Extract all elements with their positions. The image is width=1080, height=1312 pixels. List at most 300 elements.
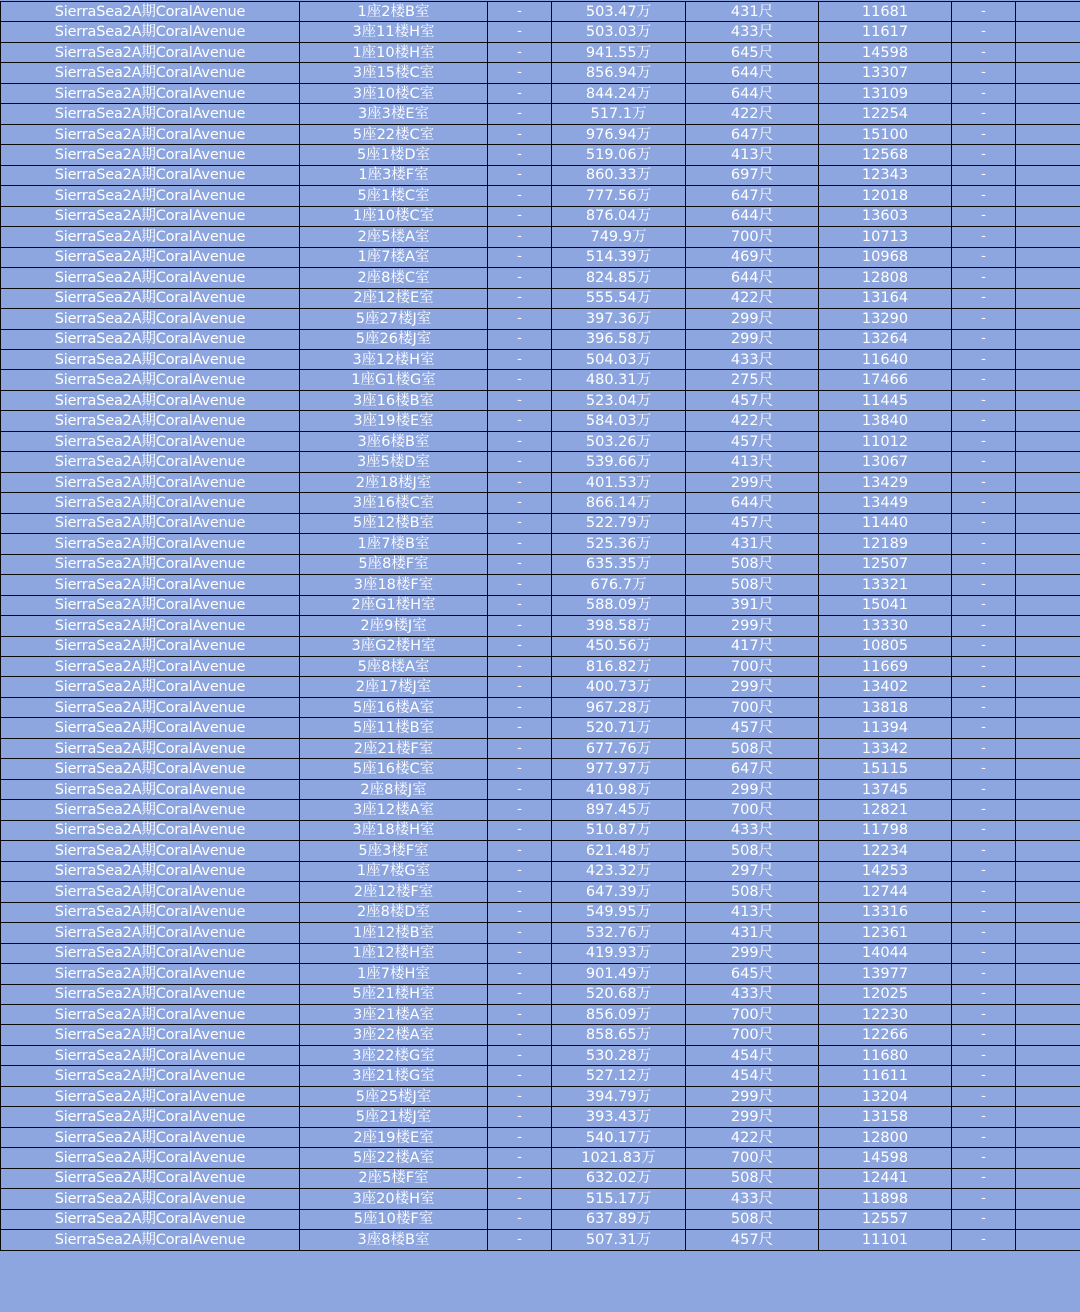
blank-cell [1016, 677, 1080, 697]
unit-price-cell: 11440 [819, 513, 952, 533]
estate-name-cell: SierraSea2A期CoralAvenue [1, 329, 300, 349]
price-cell: 635.35万 [552, 554, 686, 574]
empty-dash-cell: - [488, 493, 552, 513]
area-cell: 299尺 [686, 329, 819, 349]
price-cell: 517.1万 [552, 104, 686, 124]
empty-dash-cell: - [488, 186, 552, 206]
empty-dash-cell: - [488, 247, 552, 267]
empty-dash-cell-2: - [952, 513, 1016, 533]
area-cell: 299尺 [686, 1086, 819, 1106]
empty-dash-cell-2: - [952, 431, 1016, 451]
table-row [1, 472, 1080, 492]
empty-dash-cell-2: - [952, 882, 1016, 902]
blank-cell [1016, 1168, 1080, 1188]
price-cell: 860.33万 [552, 165, 686, 185]
area-cell: 508尺 [686, 841, 819, 861]
price-cell: 400.73万 [552, 677, 686, 697]
estate-name-cell: SierraSea2A期CoralAvenue [1, 513, 300, 533]
blank-cell [1016, 431, 1080, 451]
area-cell: 454尺 [686, 1066, 819, 1086]
estate-name-cell: SierraSea2A期CoralAvenue [1, 145, 300, 165]
empty-dash-cell-2: - [952, 718, 1016, 738]
unit-cell: 2座18楼J室 [300, 472, 488, 492]
empty-dash-cell-2: - [952, 697, 1016, 717]
area-cell: 700尺 [686, 800, 819, 820]
blank-cell [1016, 1127, 1080, 1147]
blank-cell [1016, 554, 1080, 574]
unit-cell: 2座12楼E室 [300, 288, 488, 308]
unit-cell: 2座5楼F室 [300, 1168, 488, 1188]
blank-cell [1016, 370, 1080, 390]
unit-price-cell: 11394 [819, 718, 952, 738]
unit-cell: 2座8楼J室 [300, 779, 488, 799]
estate-name-cell: SierraSea2A期CoralAvenue [1, 779, 300, 799]
estate-name-cell: SierraSea2A期CoralAvenue [1, 841, 300, 861]
unit-cell: 3座6楼B室 [300, 431, 488, 451]
blank-cell [1016, 902, 1080, 922]
price-cell: 677.76万 [552, 738, 686, 758]
blank-cell [1016, 759, 1080, 779]
unit-price-cell: 11617 [819, 22, 952, 42]
empty-dash-cell-2: - [952, 452, 1016, 472]
unit-cell: 5座12楼B室 [300, 513, 488, 533]
price-cell: 777.56万 [552, 186, 686, 206]
price-cell: 527.12万 [552, 1066, 686, 1086]
area-cell: 645尺 [686, 42, 819, 62]
price-cell: 401.53万 [552, 472, 686, 492]
table-row [1, 1045, 1080, 1065]
empty-dash-cell-2: - [952, 1148, 1016, 1168]
blank-cell [1016, 923, 1080, 943]
estate-name-cell: SierraSea2A期CoralAvenue [1, 1209, 300, 1229]
price-cell: 532.76万 [552, 923, 686, 943]
blank-cell [1016, 738, 1080, 758]
table-row [1, 800, 1080, 820]
table-row [1, 759, 1080, 779]
unit-price-cell: 13818 [819, 697, 952, 717]
unit-cell: 3座21楼G室 [300, 1066, 488, 1086]
price-cell: 480.31万 [552, 370, 686, 390]
unit-cell: 5座8楼F室 [300, 554, 488, 574]
table-row [1, 595, 1080, 615]
empty-dash-cell-2: - [952, 186, 1016, 206]
blank-cell [1016, 124, 1080, 144]
estate-name-cell: SierraSea2A期CoralAvenue [1, 882, 300, 902]
area-cell: 299尺 [686, 309, 819, 329]
blank-cell [1016, 247, 1080, 267]
unit-cell: 2座8楼C室 [300, 268, 488, 288]
price-cell: 450.56万 [552, 636, 686, 656]
empty-dash-cell-2: - [952, 165, 1016, 185]
area-cell: 299尺 [686, 943, 819, 963]
blank-cell [1016, 513, 1080, 533]
area-cell: 391尺 [686, 595, 819, 615]
unit-price-cell: 14253 [819, 861, 952, 881]
area-cell: 299尺 [686, 677, 819, 697]
table-row [1, 42, 1080, 62]
empty-dash-cell-2: - [952, 759, 1016, 779]
empty-dash-cell: - [488, 554, 552, 574]
estate-name-cell: SierraSea2A期CoralAvenue [1, 493, 300, 513]
table-row [1, 943, 1080, 963]
empty-dash-cell-2: - [952, 636, 1016, 656]
blank-cell [1016, 288, 1080, 308]
estate-name-cell: SierraSea2A期CoralAvenue [1, 370, 300, 390]
unit-cell: 3座5楼D室 [300, 452, 488, 472]
area-cell: 644尺 [686, 493, 819, 513]
unit-price-cell: 13158 [819, 1107, 952, 1127]
area-cell: 647尺 [686, 186, 819, 206]
empty-dash-cell: - [488, 104, 552, 124]
unit-price-cell: 12361 [819, 923, 952, 943]
area-cell: 644尺 [686, 83, 819, 103]
price-cell: 520.68万 [552, 984, 686, 1004]
unit-cell: 3座G2楼H室 [300, 636, 488, 656]
empty-dash-cell-2: - [952, 1168, 1016, 1188]
unit-cell: 1座G1楼G室 [300, 370, 488, 390]
table-row [1, 554, 1080, 574]
unit-price-cell: 13290 [819, 309, 952, 329]
price-cell: 588.09万 [552, 595, 686, 615]
unit-cell: 2座9楼J室 [300, 616, 488, 636]
price-cell: 1021.83万 [552, 1148, 686, 1168]
price-cell: 976.94万 [552, 124, 686, 144]
blank-cell [1016, 1189, 1080, 1209]
price-cell: 621.48万 [552, 841, 686, 861]
empty-dash-cell-2: - [952, 1189, 1016, 1209]
unit-cell: 5座21楼H室 [300, 984, 488, 1004]
unit-price-cell: 13449 [819, 493, 952, 513]
blank-cell [1016, 165, 1080, 185]
unit-cell: 1座7楼B室 [300, 534, 488, 554]
table-row [1, 349, 1080, 369]
table-row [1, 534, 1080, 554]
unit-price-cell: 13977 [819, 964, 952, 984]
price-cell: 503.47万 [552, 2, 686, 22]
estate-name-cell: SierraSea2A期CoralAvenue [1, 63, 300, 83]
estate-name-cell: SierraSea2A期CoralAvenue [1, 1148, 300, 1168]
table-row [1, 247, 1080, 267]
estate-name-cell: SierraSea2A期CoralAvenue [1, 472, 300, 492]
empty-dash-cell-2: - [952, 1066, 1016, 1086]
estate-name-cell: SierraSea2A期CoralAvenue [1, 1168, 300, 1188]
empty-dash-cell: - [488, 1148, 552, 1168]
empty-dash-cell-2: - [952, 1209, 1016, 1229]
unit-cell: 3座20楼H室 [300, 1189, 488, 1209]
estate-name-cell: SierraSea2A期CoralAvenue [1, 943, 300, 963]
table-row [1, 841, 1080, 861]
unit-cell: 1座2楼B室 [300, 2, 488, 22]
estate-name-cell: SierraSea2A期CoralAvenue [1, 83, 300, 103]
estate-name-cell: SierraSea2A期CoralAvenue [1, 984, 300, 1004]
area-cell: 422尺 [686, 288, 819, 308]
empty-dash-cell-2: - [952, 1025, 1016, 1045]
unit-price-cell: 13316 [819, 902, 952, 922]
area-cell: 433尺 [686, 1189, 819, 1209]
unit-price-cell: 11611 [819, 1066, 952, 1086]
estate-name-cell: SierraSea2A期CoralAvenue [1, 165, 300, 185]
empty-dash-cell-2: - [952, 22, 1016, 42]
price-cell: 419.93万 [552, 943, 686, 963]
unit-price-cell: 12507 [819, 554, 952, 574]
empty-dash-cell-2: - [952, 984, 1016, 1004]
estate-name-cell: SierraSea2A期CoralAvenue [1, 390, 300, 410]
empty-dash-cell-2: - [952, 145, 1016, 165]
area-cell: 700尺 [686, 697, 819, 717]
blank-cell [1016, 841, 1080, 861]
price-cell: 514.39万 [552, 247, 686, 267]
empty-dash-cell: - [488, 22, 552, 42]
estate-name-cell: SierraSea2A期CoralAvenue [1, 42, 300, 62]
price-cell: 397.36万 [552, 309, 686, 329]
estate-name-cell: SierraSea2A期CoralAvenue [1, 186, 300, 206]
unit-price-cell: 13264 [819, 329, 952, 349]
empty-dash-cell: - [488, 42, 552, 62]
empty-dash-cell: - [488, 63, 552, 83]
empty-dash-cell: - [488, 1189, 552, 1209]
unit-price-cell: 10805 [819, 636, 952, 656]
price-cell: 393.43万 [552, 1107, 686, 1127]
empty-dash-cell-2: - [952, 943, 1016, 963]
empty-dash-cell: - [488, 145, 552, 165]
empty-dash-cell-2: - [952, 247, 1016, 267]
unit-price-cell: 12343 [819, 165, 952, 185]
unit-cell: 1座7楼A室 [300, 247, 488, 267]
empty-dash-cell-2: - [952, 206, 1016, 226]
empty-dash-cell-2: - [952, 820, 1016, 840]
unit-price-cell: 12025 [819, 984, 952, 1004]
estate-name-cell: SierraSea2A期CoralAvenue [1, 227, 300, 247]
table-row [1, 984, 1080, 1004]
price-cell: 897.45万 [552, 800, 686, 820]
empty-dash-cell-2: - [952, 575, 1016, 595]
price-cell: 866.14万 [552, 493, 686, 513]
empty-dash-cell: - [488, 882, 552, 902]
unit-price-cell: 13342 [819, 738, 952, 758]
unit-price-cell: 13109 [819, 83, 952, 103]
empty-dash-cell: - [488, 124, 552, 144]
unit-cell: 2座8楼D室 [300, 902, 488, 922]
area-cell: 413尺 [686, 452, 819, 472]
estate-name-cell: SierraSea2A期CoralAvenue [1, 2, 300, 22]
area-cell: 508尺 [686, 1168, 819, 1188]
price-cell: 856.94万 [552, 63, 686, 83]
unit-cell: 2座17楼J室 [300, 677, 488, 697]
area-cell: 299尺 [686, 1107, 819, 1127]
price-cell: 525.36万 [552, 534, 686, 554]
unit-price-cell: 15115 [819, 759, 952, 779]
area-cell: 469尺 [686, 247, 819, 267]
unit-price-cell: 14044 [819, 943, 952, 963]
unit-price-cell: 13603 [819, 206, 952, 226]
blank-cell [1016, 472, 1080, 492]
unit-cell: 3座10楼C室 [300, 83, 488, 103]
empty-dash-cell-2: - [952, 472, 1016, 492]
unit-cell: 2座12楼F室 [300, 882, 488, 902]
estate-name-cell: SierraSea2A期CoralAvenue [1, 1107, 300, 1127]
blank-cell [1016, 1066, 1080, 1086]
table-row [1, 738, 1080, 758]
table-row [1, 145, 1080, 165]
blank-cell [1016, 145, 1080, 165]
estate-name-cell: SierraSea2A期CoralAvenue [1, 1189, 300, 1209]
blank-cell [1016, 1025, 1080, 1045]
empty-dash-cell: - [488, 923, 552, 943]
unit-cell: 3座22楼A室 [300, 1025, 488, 1045]
empty-dash-cell: - [488, 616, 552, 636]
empty-dash-cell-2: - [952, 616, 1016, 636]
table-row [1, 22, 1080, 42]
unit-cell: 5座3楼F室 [300, 841, 488, 861]
empty-dash-cell: - [488, 964, 552, 984]
price-cell: 637.89万 [552, 1209, 686, 1229]
empty-dash-cell-2: - [952, 329, 1016, 349]
empty-dash-cell: - [488, 534, 552, 554]
price-cell: 510.87万 [552, 820, 686, 840]
area-cell: 299尺 [686, 616, 819, 636]
estate-name-cell: SierraSea2A期CoralAvenue [1, 1066, 300, 1086]
table-row [1, 268, 1080, 288]
unit-price-cell: 15041 [819, 595, 952, 615]
unit-cell: 3座18楼F室 [300, 575, 488, 595]
price-cell: 967.28万 [552, 697, 686, 717]
table-row [1, 1004, 1080, 1024]
unit-cell: 5座1楼D室 [300, 145, 488, 165]
empty-dash-cell: - [488, 636, 552, 656]
price-cell: 901.49万 [552, 964, 686, 984]
empty-dash-cell-2: - [952, 923, 1016, 943]
empty-dash-cell: - [488, 677, 552, 697]
empty-dash-cell: - [488, 1066, 552, 1086]
empty-dash-cell-2: - [952, 349, 1016, 369]
unit-price-cell: 11640 [819, 349, 952, 369]
estate-name-cell: SierraSea2A期CoralAvenue [1, 1127, 300, 1147]
empty-dash-cell-2: - [952, 288, 1016, 308]
empty-dash-cell-2: - [952, 1004, 1016, 1024]
empty-dash-cell: - [488, 718, 552, 738]
empty-dash-cell-2: - [952, 42, 1016, 62]
table-row [1, 1107, 1080, 1127]
area-cell: 508尺 [686, 1209, 819, 1229]
unit-price-cell: 13164 [819, 288, 952, 308]
table-row [1, 657, 1080, 677]
table-row [1, 329, 1080, 349]
blank-cell [1016, 697, 1080, 717]
unit-price-cell: 13429 [819, 472, 952, 492]
area-cell: 457尺 [686, 1230, 819, 1250]
empty-dash-cell-2: - [952, 677, 1016, 697]
empty-dash-cell-2: - [952, 964, 1016, 984]
unit-cell: 3座3楼E室 [300, 104, 488, 124]
empty-dash-cell: - [488, 1107, 552, 1127]
table-row [1, 1209, 1080, 1229]
unit-cell: 5座22楼C室 [300, 124, 488, 144]
unit-price-cell: 12744 [819, 882, 952, 902]
empty-dash-cell: - [488, 779, 552, 799]
unit-price-cell: 11798 [819, 820, 952, 840]
blank-cell [1016, 534, 1080, 554]
unit-price-cell: 12441 [819, 1168, 952, 1188]
estate-name-cell: SierraSea2A期CoralAvenue [1, 288, 300, 308]
price-cell: 523.04万 [552, 390, 686, 410]
empty-dash-cell: - [488, 349, 552, 369]
price-cell: 398.58万 [552, 616, 686, 636]
price-cell: 530.28万 [552, 1045, 686, 1065]
unit-price-cell: 14598 [819, 42, 952, 62]
unit-price-cell: 13307 [819, 63, 952, 83]
blank-cell [1016, 268, 1080, 288]
area-cell: 508尺 [686, 738, 819, 758]
unit-cell: 3座22楼G室 [300, 1045, 488, 1065]
estate-name-cell: SierraSea2A期CoralAvenue [1, 247, 300, 267]
table-row [1, 636, 1080, 656]
area-cell: 454尺 [686, 1045, 819, 1065]
empty-dash-cell: - [488, 759, 552, 779]
blank-cell [1016, 779, 1080, 799]
table-row [1, 861, 1080, 881]
unit-cell: 3座21楼A室 [300, 1004, 488, 1024]
area-cell: 700尺 [686, 657, 819, 677]
unit-price-cell: 12234 [819, 841, 952, 861]
unit-price-cell: 14598 [819, 1148, 952, 1168]
empty-dash-cell: - [488, 697, 552, 717]
table-row [1, 616, 1080, 636]
estate-name-cell: SierraSea2A期CoralAvenue [1, 411, 300, 431]
estate-name-cell: SierraSea2A期CoralAvenue [1, 268, 300, 288]
table-row [1, 165, 1080, 185]
area-cell: 644尺 [686, 268, 819, 288]
estate-name-cell: SierraSea2A期CoralAvenue [1, 534, 300, 554]
empty-dash-cell: - [488, 1209, 552, 1229]
empty-dash-cell-2: - [952, 370, 1016, 390]
empty-dash-cell-2: - [952, 124, 1016, 144]
empty-dash-cell: - [488, 431, 552, 451]
price-cell: 503.03万 [552, 22, 686, 42]
estate-name-cell: SierraSea2A期CoralAvenue [1, 616, 300, 636]
price-cell: 394.79万 [552, 1086, 686, 1106]
estate-name-cell: SierraSea2A期CoralAvenue [1, 677, 300, 697]
blank-cell [1016, 42, 1080, 62]
table-row [1, 923, 1080, 943]
empty-dash-cell-2: - [952, 1107, 1016, 1127]
empty-dash-cell: - [488, 513, 552, 533]
unit-cell: 1座7楼G室 [300, 861, 488, 881]
unit-cell: 1座12楼B室 [300, 923, 488, 943]
blank-cell [1016, 390, 1080, 410]
unit-cell: 3座12楼H室 [300, 349, 488, 369]
unit-price-cell: 17466 [819, 370, 952, 390]
blank-cell [1016, 861, 1080, 881]
empty-dash-cell: - [488, 452, 552, 472]
price-cell: 423.32万 [552, 861, 686, 881]
empty-dash-cell: - [488, 206, 552, 226]
blank-cell [1016, 882, 1080, 902]
area-cell: 457尺 [686, 390, 819, 410]
empty-dash-cell-2: - [952, 390, 1016, 410]
blank-cell [1016, 1209, 1080, 1229]
area-cell: 417尺 [686, 636, 819, 656]
empty-dash-cell-2: - [952, 227, 1016, 247]
blank-cell [1016, 1230, 1080, 1250]
estate-name-cell: SierraSea2A期CoralAvenue [1, 1025, 300, 1045]
area-cell: 508尺 [686, 882, 819, 902]
unit-price-cell: 13745 [819, 779, 952, 799]
blank-cell [1016, 2, 1080, 22]
table-row [1, 186, 1080, 206]
estate-name-cell: SierraSea2A期CoralAvenue [1, 1045, 300, 1065]
blank-cell [1016, 657, 1080, 677]
blank-cell [1016, 349, 1080, 369]
